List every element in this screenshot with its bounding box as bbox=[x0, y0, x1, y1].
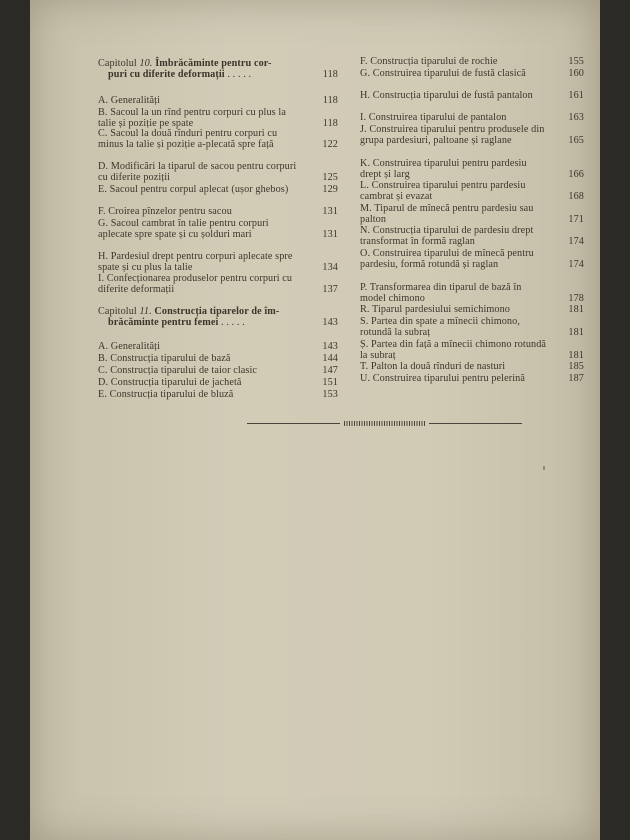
toc-entry bbox=[360, 180, 584, 202]
toc-entry bbox=[98, 377, 338, 388]
page-number: 153 bbox=[322, 389, 338, 400]
toc-entry-text: C. Construcția tiparului de taior clasic bbox=[98, 365, 258, 376]
toc-entry bbox=[360, 225, 584, 247]
page-number: 181 bbox=[568, 304, 584, 315]
page-number: 174 bbox=[568, 236, 584, 247]
toc-entry-text: K. Construirea tiparului pentru pardesiu drept și larg bbox=[360, 158, 527, 180]
toc-entry-text: T. Palton la două rînduri de nasturi bbox=[360, 361, 506, 372]
toc-entry-text: B. Construcția tiparului de bază bbox=[98, 353, 231, 364]
page-number: 174 bbox=[568, 259, 584, 270]
toc-entry-text: C. Sacoul la două rînduri pentru corpuri cu minus la talie și poziție a-plecată spre față bbox=[98, 128, 278, 150]
page-number: 163 bbox=[568, 112, 584, 123]
page-number: 160 bbox=[568, 68, 584, 79]
page-number: 131 bbox=[322, 229, 338, 240]
page-number: 185 bbox=[568, 361, 584, 372]
page-number: 143 bbox=[322, 341, 338, 352]
toc-entry bbox=[360, 248, 584, 270]
toc-entry bbox=[360, 56, 584, 67]
page-number: 155 bbox=[568, 56, 584, 67]
toc-entry-text: R. Tiparul pardesiului semichimono bbox=[360, 304, 510, 315]
toc-entry-text: H. Pardesiul drept pentru corpuri aplecate spre spate și cu plus la talie bbox=[98, 251, 293, 273]
page-number: 122 bbox=[322, 139, 338, 150]
toc-entry-text: F. Construcția tiparului de rochie bbox=[360, 56, 498, 67]
toc-entry-text: E. Sacoul pentru corpul aplecat (ușor ghebos) bbox=[98, 184, 289, 195]
chapter-title-line1: Îmbrăcăminte pentru cor- bbox=[155, 58, 272, 69]
page-number: 137 bbox=[322, 284, 338, 295]
toc-entry-text: Ș. Partea din față a mînecii chimono rotundă la subraț bbox=[360, 339, 547, 361]
page-number: 147 bbox=[322, 365, 338, 376]
chapter-prefix: Capitolul bbox=[98, 58, 137, 69]
toc-entry bbox=[360, 124, 584, 146]
toc-entry-text: D. Construcția tiparului de jachetă bbox=[98, 377, 242, 388]
page-number: 129 bbox=[322, 184, 338, 195]
chapter-prefix: Capitolul bbox=[98, 306, 137, 317]
toc-entry-text: U. Construirea tiparului pentru pelerină bbox=[360, 373, 525, 384]
paper-speck bbox=[543, 466, 545, 470]
page-number: 166 bbox=[568, 169, 584, 180]
page-number: 165 bbox=[568, 135, 584, 146]
toc-entry-text: E. Construcția tiparului de bluză bbox=[98, 389, 234, 400]
toc-entry bbox=[360, 90, 584, 101]
toc-entry-text: L. Construirea tiparului pentru pardesiu cambrat și evazat bbox=[360, 180, 526, 202]
page-number: 143 bbox=[322, 317, 338, 328]
toc-entry bbox=[98, 161, 338, 183]
chapter-title-line2: puri cu diferite deformații bbox=[108, 69, 225, 80]
toc-entry-text: O. Construirea tiparului de mînecă pentru pardesiu, formă rotundă și raglan bbox=[360, 248, 534, 270]
chapter-11-heading: Capitolul 11. Construcția tiparelor de îm- brăcăminte pentru femei . . . . . 143 bbox=[98, 306, 338, 328]
page-number: 171 bbox=[568, 214, 584, 225]
toc-entry bbox=[98, 273, 338, 295]
toc-entry bbox=[360, 68, 584, 79]
toc-entry-text: A. Generalități bbox=[98, 95, 161, 106]
toc-entry-text: B. Sacoul la un rînd pentru corpuri cu plus la talie și poziție pe spate bbox=[98, 107, 286, 129]
toc-entry bbox=[360, 112, 584, 123]
toc-entry bbox=[98, 389, 338, 400]
toc-entry bbox=[98, 341, 338, 352]
book-page bbox=[30, 0, 600, 840]
page-number: 144 bbox=[322, 353, 338, 364]
toc-entry bbox=[360, 339, 584, 361]
toc-entry bbox=[360, 203, 584, 225]
toc-entry-text: D. Modificări la tiparul de sacou pentru corpuri cu diferite poziții bbox=[98, 161, 297, 183]
chapter-number: 11. bbox=[139, 306, 152, 317]
toc-entry-text: M. Tiparul de mînecă pentru pardesiu sau palton bbox=[360, 203, 534, 225]
toc-entry bbox=[98, 365, 338, 376]
ornamental-divider bbox=[247, 421, 522, 427]
chapter-title-line1: Construcția tiparelor de îm- bbox=[154, 306, 280, 317]
page-number: 187 bbox=[568, 373, 584, 384]
toc-entry-text: G. Sacoul cambrat în talie pentru corpuri aplecate spre spate și cu șolduri mari bbox=[98, 218, 269, 240]
toc-entry bbox=[98, 206, 338, 217]
toc-entry bbox=[360, 361, 584, 372]
toc-entry-text: I. Construirea tiparului de pantalon bbox=[360, 112, 507, 123]
toc-entry-text: A. Generalități bbox=[98, 341, 161, 352]
chapter-title-line2: brăcăminte pentru femei bbox=[108, 317, 219, 328]
page-number: 118 bbox=[322, 69, 338, 80]
page-number: 131 bbox=[322, 206, 338, 217]
page-number: 181 bbox=[568, 350, 584, 361]
toc-entry-text: S. Partea din spate a mînecii chimono, rotundă la subraț bbox=[360, 316, 520, 338]
toc-entry-text: F. Croirea pînzelor pentru sacou bbox=[98, 206, 232, 217]
page-number: 118 bbox=[322, 118, 338, 129]
page-number: 168 bbox=[568, 191, 584, 202]
toc-entry bbox=[360, 373, 584, 384]
chapter-10-heading: Capitolul 10. Îmbrăcăminte pentru cor- puri cu diferite deformații . . . . . 118 bbox=[98, 58, 338, 80]
chapter-number: 10. bbox=[139, 58, 153, 69]
toc-entry bbox=[98, 251, 338, 273]
toc-entry-text: I. Confecționarea produselor pentru corpuri cu diferite deformații bbox=[98, 273, 293, 295]
page-number: 161 bbox=[568, 90, 584, 101]
toc-entry-text: J. Construirea tiparului pentru produsele din grupa pardesiuri, paltoane și raglane bbox=[360, 124, 545, 146]
toc-entry bbox=[360, 282, 584, 304]
page-number: 118 bbox=[322, 95, 338, 106]
page-number: 151 bbox=[322, 377, 338, 388]
toc-entry-text: H. Construcția tiparului de fustă pantalon bbox=[360, 90, 533, 101]
page-number: 178 bbox=[568, 293, 584, 304]
toc-entry bbox=[98, 218, 338, 240]
toc-entry-text: P. Transformarea din tiparul de bază în model chimono bbox=[360, 282, 522, 304]
toc-entry-text: G. Construirea tiparului de fustă clasică bbox=[360, 68, 526, 79]
toc-entry bbox=[98, 128, 338, 150]
toc-entry bbox=[98, 353, 338, 364]
toc-entry bbox=[360, 158, 584, 180]
toc-entry bbox=[360, 316, 584, 338]
divider-line-left bbox=[247, 423, 340, 424]
divider-ornament bbox=[344, 421, 425, 426]
toc-entry-text: N. Construcția tiparului de pardesiu drept transformat în formă raglan bbox=[360, 225, 534, 247]
toc-entry bbox=[98, 107, 338, 129]
toc-entry bbox=[360, 304, 584, 315]
page-number: 181 bbox=[568, 327, 584, 338]
divider-line-right bbox=[429, 423, 522, 424]
page-number: 134 bbox=[322, 262, 338, 273]
page-number: 125 bbox=[322, 172, 338, 183]
toc-entry bbox=[98, 184, 338, 195]
toc-entry bbox=[98, 95, 338, 106]
